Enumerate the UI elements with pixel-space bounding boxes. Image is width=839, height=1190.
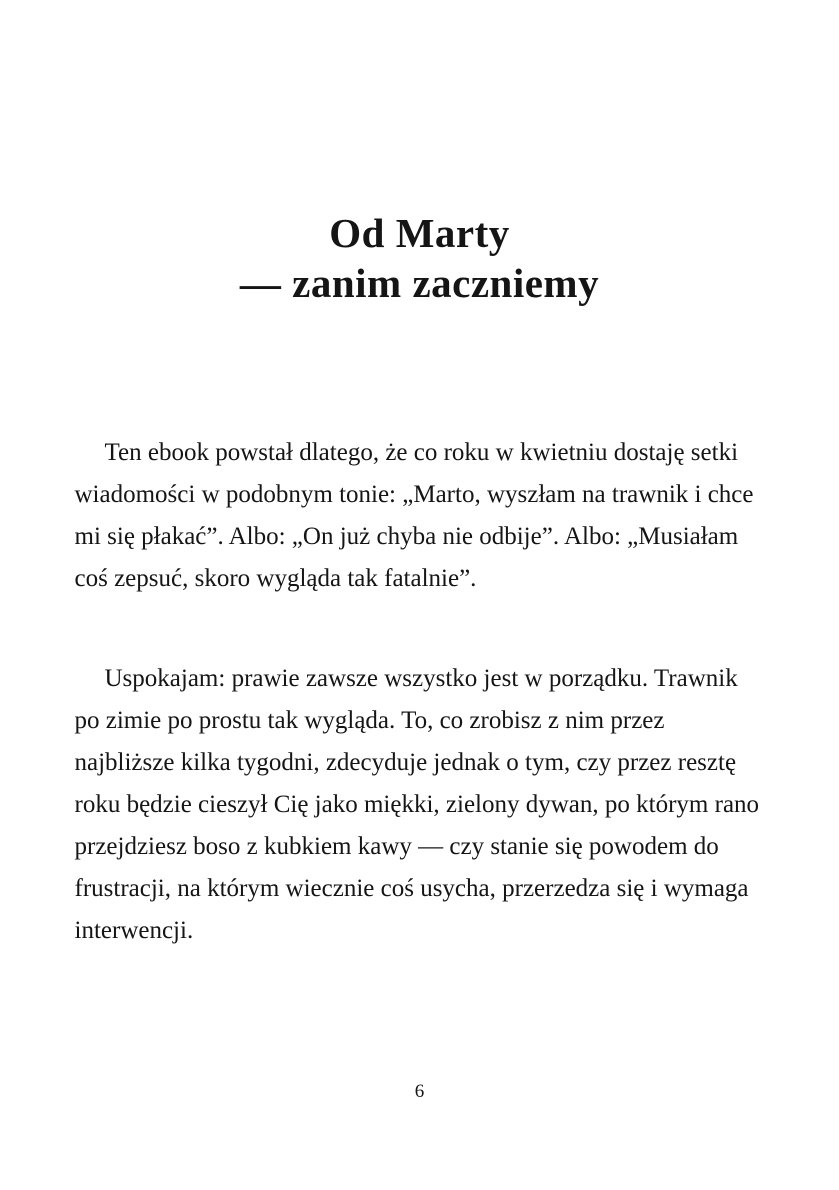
- body-text: [75, 432, 765, 952]
- chapter-title-line-2: — zanim zaczniemy: [239, 260, 600, 306]
- chapter-title-line-1: Od Marty: [329, 210, 510, 256]
- page-number: 6: [414, 1081, 425, 1102]
- chapter-title: [0, 0, 839, 308]
- paragraph-2: Uspokajam: prawie zawsze wszystko jest w porządku. Trawnik po zimie po prostu tak wygląda. To, co zrobisz z nim przez najbliższe kilka tygodni, zdecyduje jednak o tym, czy przez resztę roku będzie cieszył Cię jako miękki, zielony dywan, po którym rano przejdziesz boso z kubkiem kawy — czy stanie się powodem do frustracji, na którym wiecznie coś usycha, przerzedza się i wymaga interwencji.: [74, 665, 760, 944]
- paragraph-1: Ten ebook powstał dlatego, że co roku w kwietniu dostaję setki wiadomości w podobnym tonie: „Marto, wyszłam na trawnik i chce mi się płakać”. Albo: „On już chyba nie odbije”. Albo: „Musiałam coś zepsuć, skoro wygląda tak fatalnie”.: [74, 439, 754, 592]
